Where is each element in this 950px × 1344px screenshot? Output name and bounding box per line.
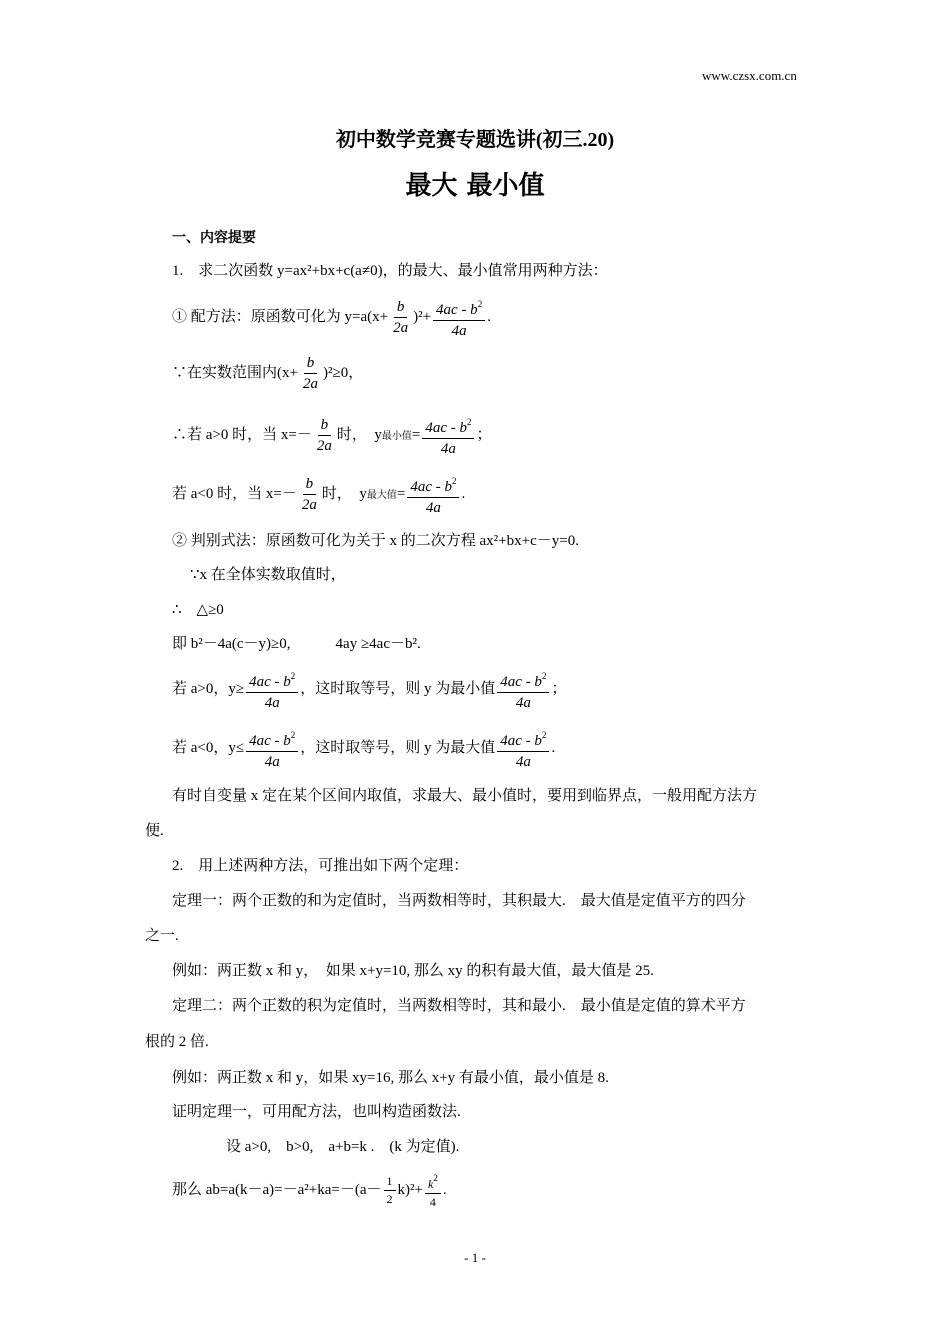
ie-line: 即 b²－4a(c－y)≥0, 4ay ≥4ac－b². [172, 636, 421, 652]
period: . [551, 739, 556, 756]
fraction-one-half [384, 1173, 396, 1208]
header-url: www.czsx.com.cn [702, 68, 797, 83]
exponent: 2 [477, 299, 483, 309]
fraction-discriminant [422, 412, 474, 459]
because-line-1 [172, 352, 363, 394]
fraction-numerator: 1 [384, 1173, 396, 1191]
fraction-denominator: 2a [301, 497, 317, 513]
setup-line: 设 a>0, b>0, a+b=k . (k 为定值). [226, 1139, 460, 1155]
fraction-discriminant [246, 666, 298, 713]
theorem-1-line-2: 之一. [145, 928, 179, 944]
final-equation-line [172, 1170, 447, 1211]
condition-1-mid: ，这时取等号，则 y 为最小值 [300, 680, 496, 697]
exponent: 2 [290, 730, 296, 740]
theorem-2-line-2: 根的 2 倍. [145, 1034, 209, 1050]
example-2: 例如：两正数 x 和 y，如果 xy=16, 那么 x+y 有最小值，最小值是 8. [172, 1070, 609, 1086]
fraction-numerator: b [318, 415, 332, 436]
therefore-line-1 [172, 412, 491, 459]
therefore-1-text: ∴若 a>0 时，当 x=－ [172, 426, 312, 443]
fraction-denominator: 2a [393, 320, 409, 336]
fraction-b-over-2a [314, 415, 335, 456]
fraction-denominator: 4a [440, 441, 456, 457]
y-subscript-min: 最小值 [381, 430, 412, 442]
fraction-numerator [422, 412, 474, 439]
fraction-b-over-2a [300, 353, 321, 394]
document-subtitle: 最大 最小值 [405, 171, 545, 201]
page-number: - 1 - [464, 1250, 486, 1265]
fraction-denominator: 4a [515, 754, 531, 770]
numerator-text: 4ac - b [500, 674, 542, 690]
fraction-numerator [246, 666, 298, 693]
paragraph-1-line-1: 有时自变量 x 定在某个区间内取值，求最大、最小值时，要用到临界点，一般用配方法方 [172, 788, 758, 804]
method-1-mid: )²+ [413, 308, 432, 325]
item-2: 2. 用上述两种方法，可推出如下两个定理： [172, 858, 469, 874]
fraction-b-over-2a [299, 474, 320, 515]
fraction-numerator [407, 471, 459, 498]
fraction-denominator: 4a [264, 695, 280, 711]
fraction-denominator: 4a [515, 695, 531, 711]
fraction-k-squared-over-4 [425, 1170, 441, 1211]
fraction-denominator: 4 [429, 1195, 436, 1210]
condition-line-2 [172, 725, 555, 772]
fraction-denominator: 4a [451, 323, 467, 339]
fraction-denominator: 2a [302, 376, 318, 393]
fraction-discriminant [497, 725, 549, 772]
period: . [487, 308, 491, 325]
exponent: 2 [466, 417, 472, 427]
example-1: 例如：两正数 x 和 y， 如果 x+y=10, 那么 xy 的积有最大值，最大值是 25. [172, 963, 654, 979]
numerator-text: 4ac - b [249, 674, 291, 690]
therefore-1-mid: 时， y [336, 426, 382, 443]
paragraph-1-line-2: 便. [145, 823, 164, 839]
fraction-numerator: b [394, 297, 408, 318]
case-line-2 [172, 471, 465, 518]
section-heading: 一、内容提要 [172, 230, 256, 246]
numerator-text: 4ac - b [500, 733, 542, 749]
because-1-text: ∵在实数范围内(x+ [172, 365, 298, 381]
fraction-denominator: 2a [316, 438, 332, 454]
semicolon: ； [476, 426, 492, 443]
fraction-numerator [246, 725, 298, 752]
because-1-suffix: )²≥0， [322, 365, 364, 381]
fraction-denominator: 4a [425, 500, 441, 516]
equals: = [411, 426, 421, 443]
exponent: 2 [541, 730, 547, 740]
theorem-2-line-1: 定理二：两个正数的积为定值时，当两数相等时，其和最小. 最小值是定值的算术平方 [172, 998, 746, 1014]
period: . [442, 1182, 447, 1198]
numerator-text: 4ac - b [410, 479, 452, 495]
final-equation-text: 那么 ab=a(k－a)=－a²+ka=－(a－ [172, 1182, 382, 1198]
fraction-discriminant [497, 666, 549, 713]
proof-intro: 证明定理一，可用配方法，也叫构造函数法. [172, 1104, 461, 1120]
theorem-1-line-1: 定理一：两个正数的和为定值时，当两数相等时，其积最大. 最大值是定值平方的四分 [172, 893, 746, 909]
case-2-text: 若 a<0 时，当 x=－ [172, 485, 297, 502]
condition-1-text: 若 a>0，y≥ [172, 680, 245, 697]
method-1-line [172, 294, 491, 341]
final-equation-mid: k)²+ [397, 1182, 423, 1198]
case-2-mid: 时， y [321, 485, 367, 502]
period: . [461, 485, 466, 502]
exponent: 2 [433, 1173, 438, 1184]
fraction-discriminant [246, 725, 298, 772]
item-1: 1. 求二次函数 y=ax²+bx+c(a≠0)，的最大、最小值常用两种方法： [172, 263, 608, 279]
numerator-text: 4ac - b [249, 733, 291, 749]
numerator-text: k [427, 1177, 434, 1192]
because-line-2: ∵x 在全体实数取值时， [190, 567, 346, 583]
fraction-numerator: b [303, 474, 317, 495]
exponent: 2 [451, 476, 457, 486]
method-1-text: ① 配方法：原函数可化为 y=a(x+ [172, 308, 389, 325]
fraction-discriminant [407, 471, 459, 518]
exponent: 2 [541, 671, 547, 681]
numerator-text: 4ac - b [425, 420, 467, 436]
numerator-text: 4ac - b [436, 302, 478, 318]
fraction-numerator [497, 725, 549, 752]
fraction-numerator [497, 666, 549, 693]
equals: = [396, 485, 406, 502]
fraction-numerator [433, 294, 485, 321]
exponent: 2 [290, 671, 296, 681]
fraction-b-over-2a [390, 297, 411, 338]
fraction-numerator [425, 1170, 441, 1194]
condition-line-1 [172, 666, 566, 713]
method-2: ② 判别式法：原函数可化为关于 x 的二次方程 ax²+bx+c－y=0. [172, 533, 579, 549]
document-title: 初中数学竞赛专题选讲(初三.20) [335, 129, 615, 151]
therefore-line-2: ∴ △≥0 [172, 602, 224, 618]
fraction-numerator: b [304, 353, 318, 374]
y-subscript-max: 最大值 [366, 489, 397, 501]
condition-2-mid: ，这时取等号，则 y 为最大值 [300, 739, 496, 756]
fraction-denominator: 4a [264, 754, 280, 770]
fraction-denominator: 2 [386, 1192, 393, 1207]
condition-2-text: 若 a<0，y≤ [172, 739, 245, 756]
fraction-discriminant [433, 294, 485, 341]
semicolon: ； [551, 680, 567, 697]
